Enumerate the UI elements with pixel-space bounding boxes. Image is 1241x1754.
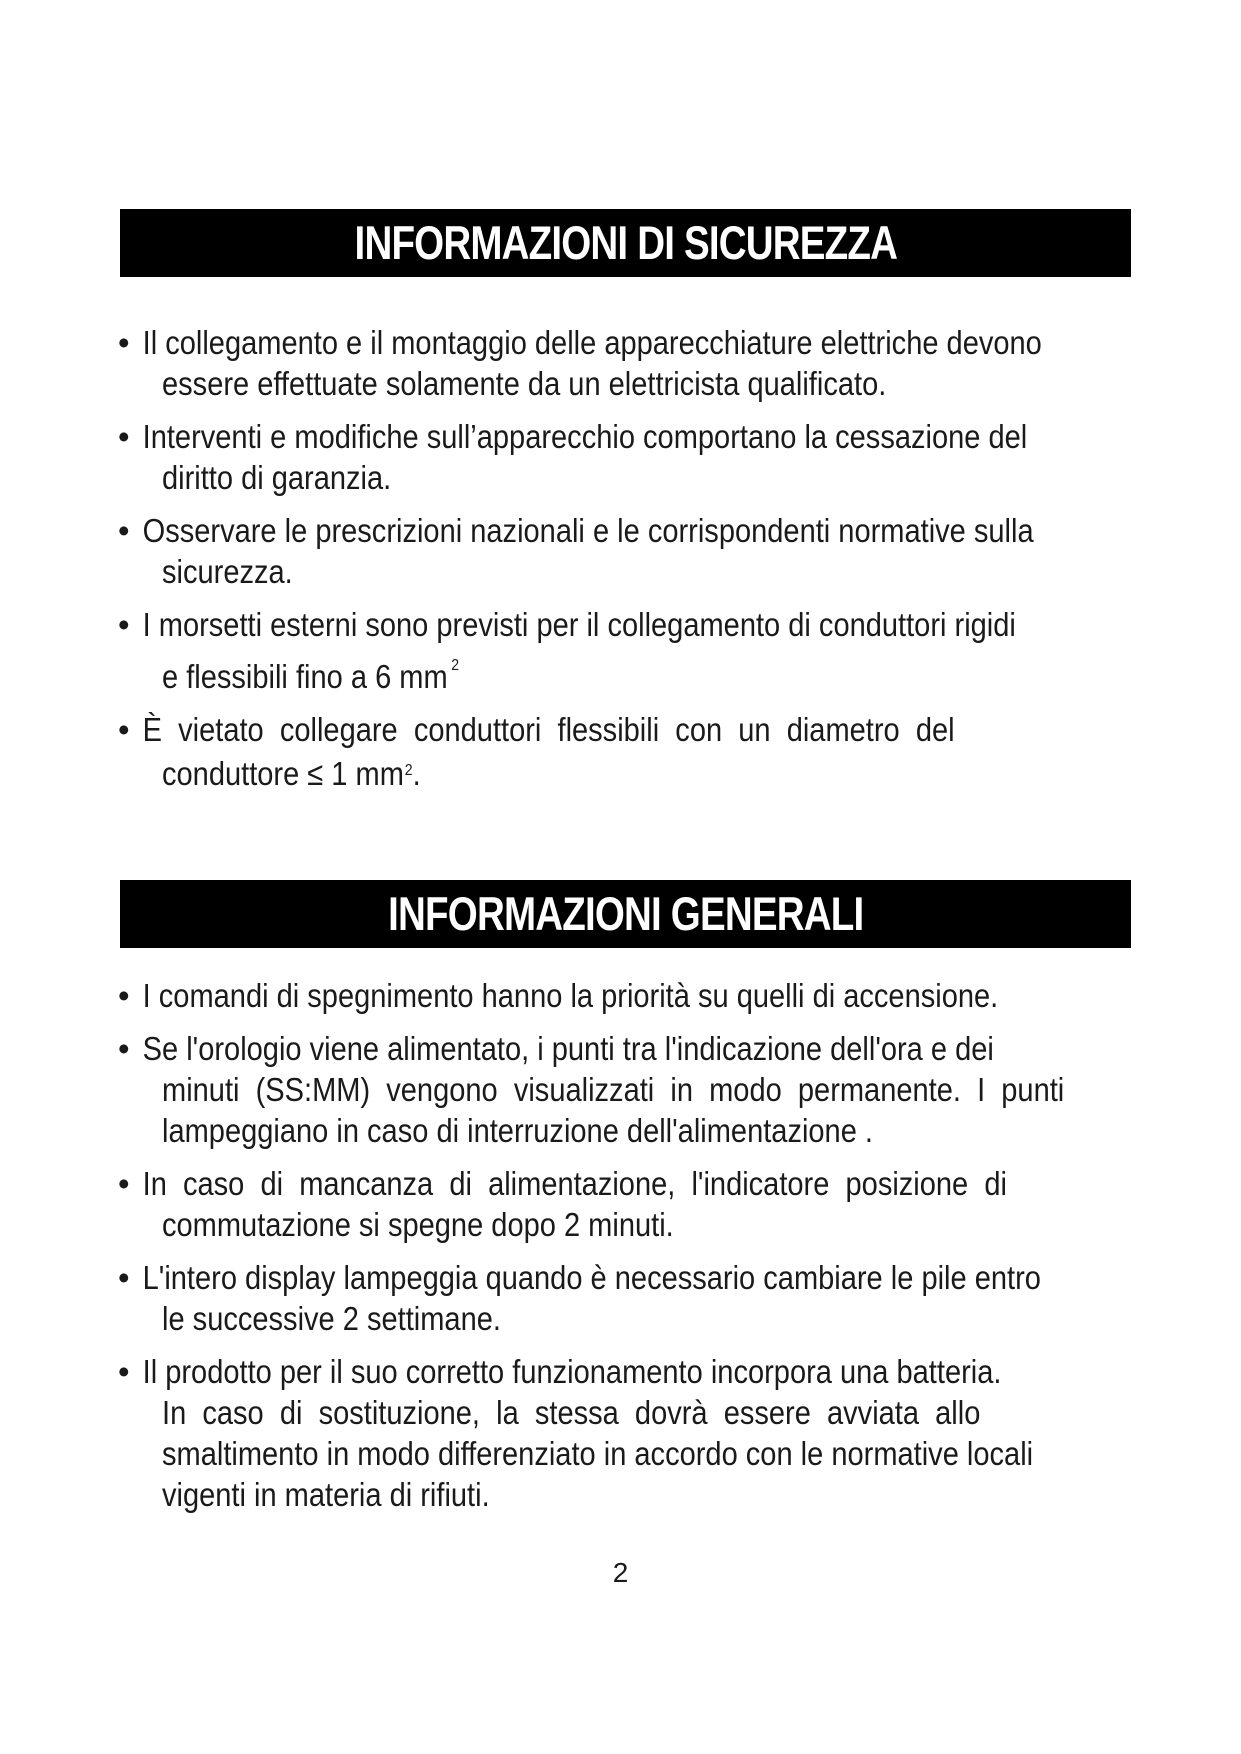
bullet-icon: • bbox=[118, 1030, 130, 1067]
item-line: essere effettuate solamente da un elettricista qualificato. bbox=[162, 365, 887, 402]
page-number: 2 bbox=[612, 1557, 629, 1588]
list-item bbox=[118, 1257, 1158, 1339]
bullet-icon: • bbox=[118, 711, 130, 748]
bullet-icon: • bbox=[118, 1259, 130, 1296]
item-line-text: e flessibili fino a 6 mm bbox=[162, 658, 448, 695]
item-line-end: . bbox=[412, 755, 421, 792]
item-line: Se l'orologio viene alimentato, i punti tra l'indicazione dell'ora e dei bbox=[142, 1030, 994, 1067]
item-line: lampeggiano in caso di interruzione dell'alimentazione . bbox=[162, 1112, 873, 1149]
item-line: Il collegamento e il montaggio delle apparecchiature elettriche devono bbox=[142, 324, 1042, 361]
item-line: In caso di sostituzione, la stessa dovrà essere avviata allo bbox=[162, 1394, 981, 1431]
item-line: I comandi di spegnimento hanno la priorità su quelli di accensione. bbox=[142, 977, 999, 1014]
item-line-text: conduttore ≤ 1 mm bbox=[162, 755, 404, 792]
list-item bbox=[118, 604, 1158, 697]
item-line: Il prodotto per il suo corretto funzionamento incorpora una batteria. bbox=[142, 1353, 1002, 1390]
list-item bbox=[118, 1163, 1158, 1245]
list-item bbox=[118, 1028, 1158, 1151]
bullet-icon: • bbox=[118, 1353, 130, 1390]
superscript: 2 bbox=[451, 657, 460, 674]
section-heading-sicurezza bbox=[120, 209, 1131, 277]
item-line: Osservare le prescrizioni nazionali e le corrispondenti normative sulla bbox=[142, 512, 1034, 549]
item-line: I morsetti esterni sono previsti per il collegamento di conduttori rigidi bbox=[142, 606, 1016, 643]
item-line: diritto di garanzia. bbox=[162, 459, 392, 496]
general-list bbox=[118, 975, 1158, 1527]
item-line: smaltimento in modo differenziato in accordo con le normative locali bbox=[162, 1435, 1034, 1472]
bullet-icon: • bbox=[118, 512, 130, 549]
item-line: le successive 2 settimane. bbox=[162, 1300, 501, 1337]
item-line: sicurezza. bbox=[162, 553, 293, 590]
item-line bbox=[162, 750, 1152, 794]
list-item bbox=[118, 709, 1158, 794]
item-line: È vietato collegare conduttori flessibili con un diametro del bbox=[142, 711, 955, 748]
list-item bbox=[118, 1351, 1158, 1515]
bullet-icon: • bbox=[118, 1165, 130, 1202]
section-heading-generali bbox=[120, 880, 1131, 948]
bullet-icon: • bbox=[118, 324, 130, 361]
item-line: L'intero display lampeggia quando è necessario cambiare le pile entro bbox=[142, 1259, 1041, 1296]
superscript: 2 bbox=[404, 762, 413, 779]
section-title-sicurezza: INFORMAZIONI DI SICUREZZA bbox=[354, 216, 897, 269]
list-item bbox=[118, 975, 1158, 1016]
item-line: commutazione si spegne dopo 2 minuti. bbox=[162, 1206, 674, 1243]
list-item bbox=[118, 510, 1158, 592]
section-title-generali: INFORMAZIONI GENERALI bbox=[387, 887, 864, 940]
bullet-icon: • bbox=[118, 418, 130, 455]
bullet-icon: • bbox=[118, 606, 130, 643]
item-line: In caso di mancanza di alimentazione, l'indicatore posizione di bbox=[142, 1165, 1007, 1202]
item-line bbox=[162, 645, 1152, 697]
safety-list bbox=[118, 322, 1158, 806]
list-item bbox=[118, 416, 1158, 498]
item-line: vigenti in materia di rifiuti. bbox=[162, 1476, 490, 1513]
list-item bbox=[118, 322, 1158, 404]
item-line: minuti (SS:MM) vengono visualizzati in modo permanente. I punti bbox=[162, 1071, 1065, 1108]
item-line: Interventi e modifiche sull’apparecchio comportano la cessazione del bbox=[142, 418, 1028, 455]
bullet-icon: • bbox=[118, 977, 130, 1014]
